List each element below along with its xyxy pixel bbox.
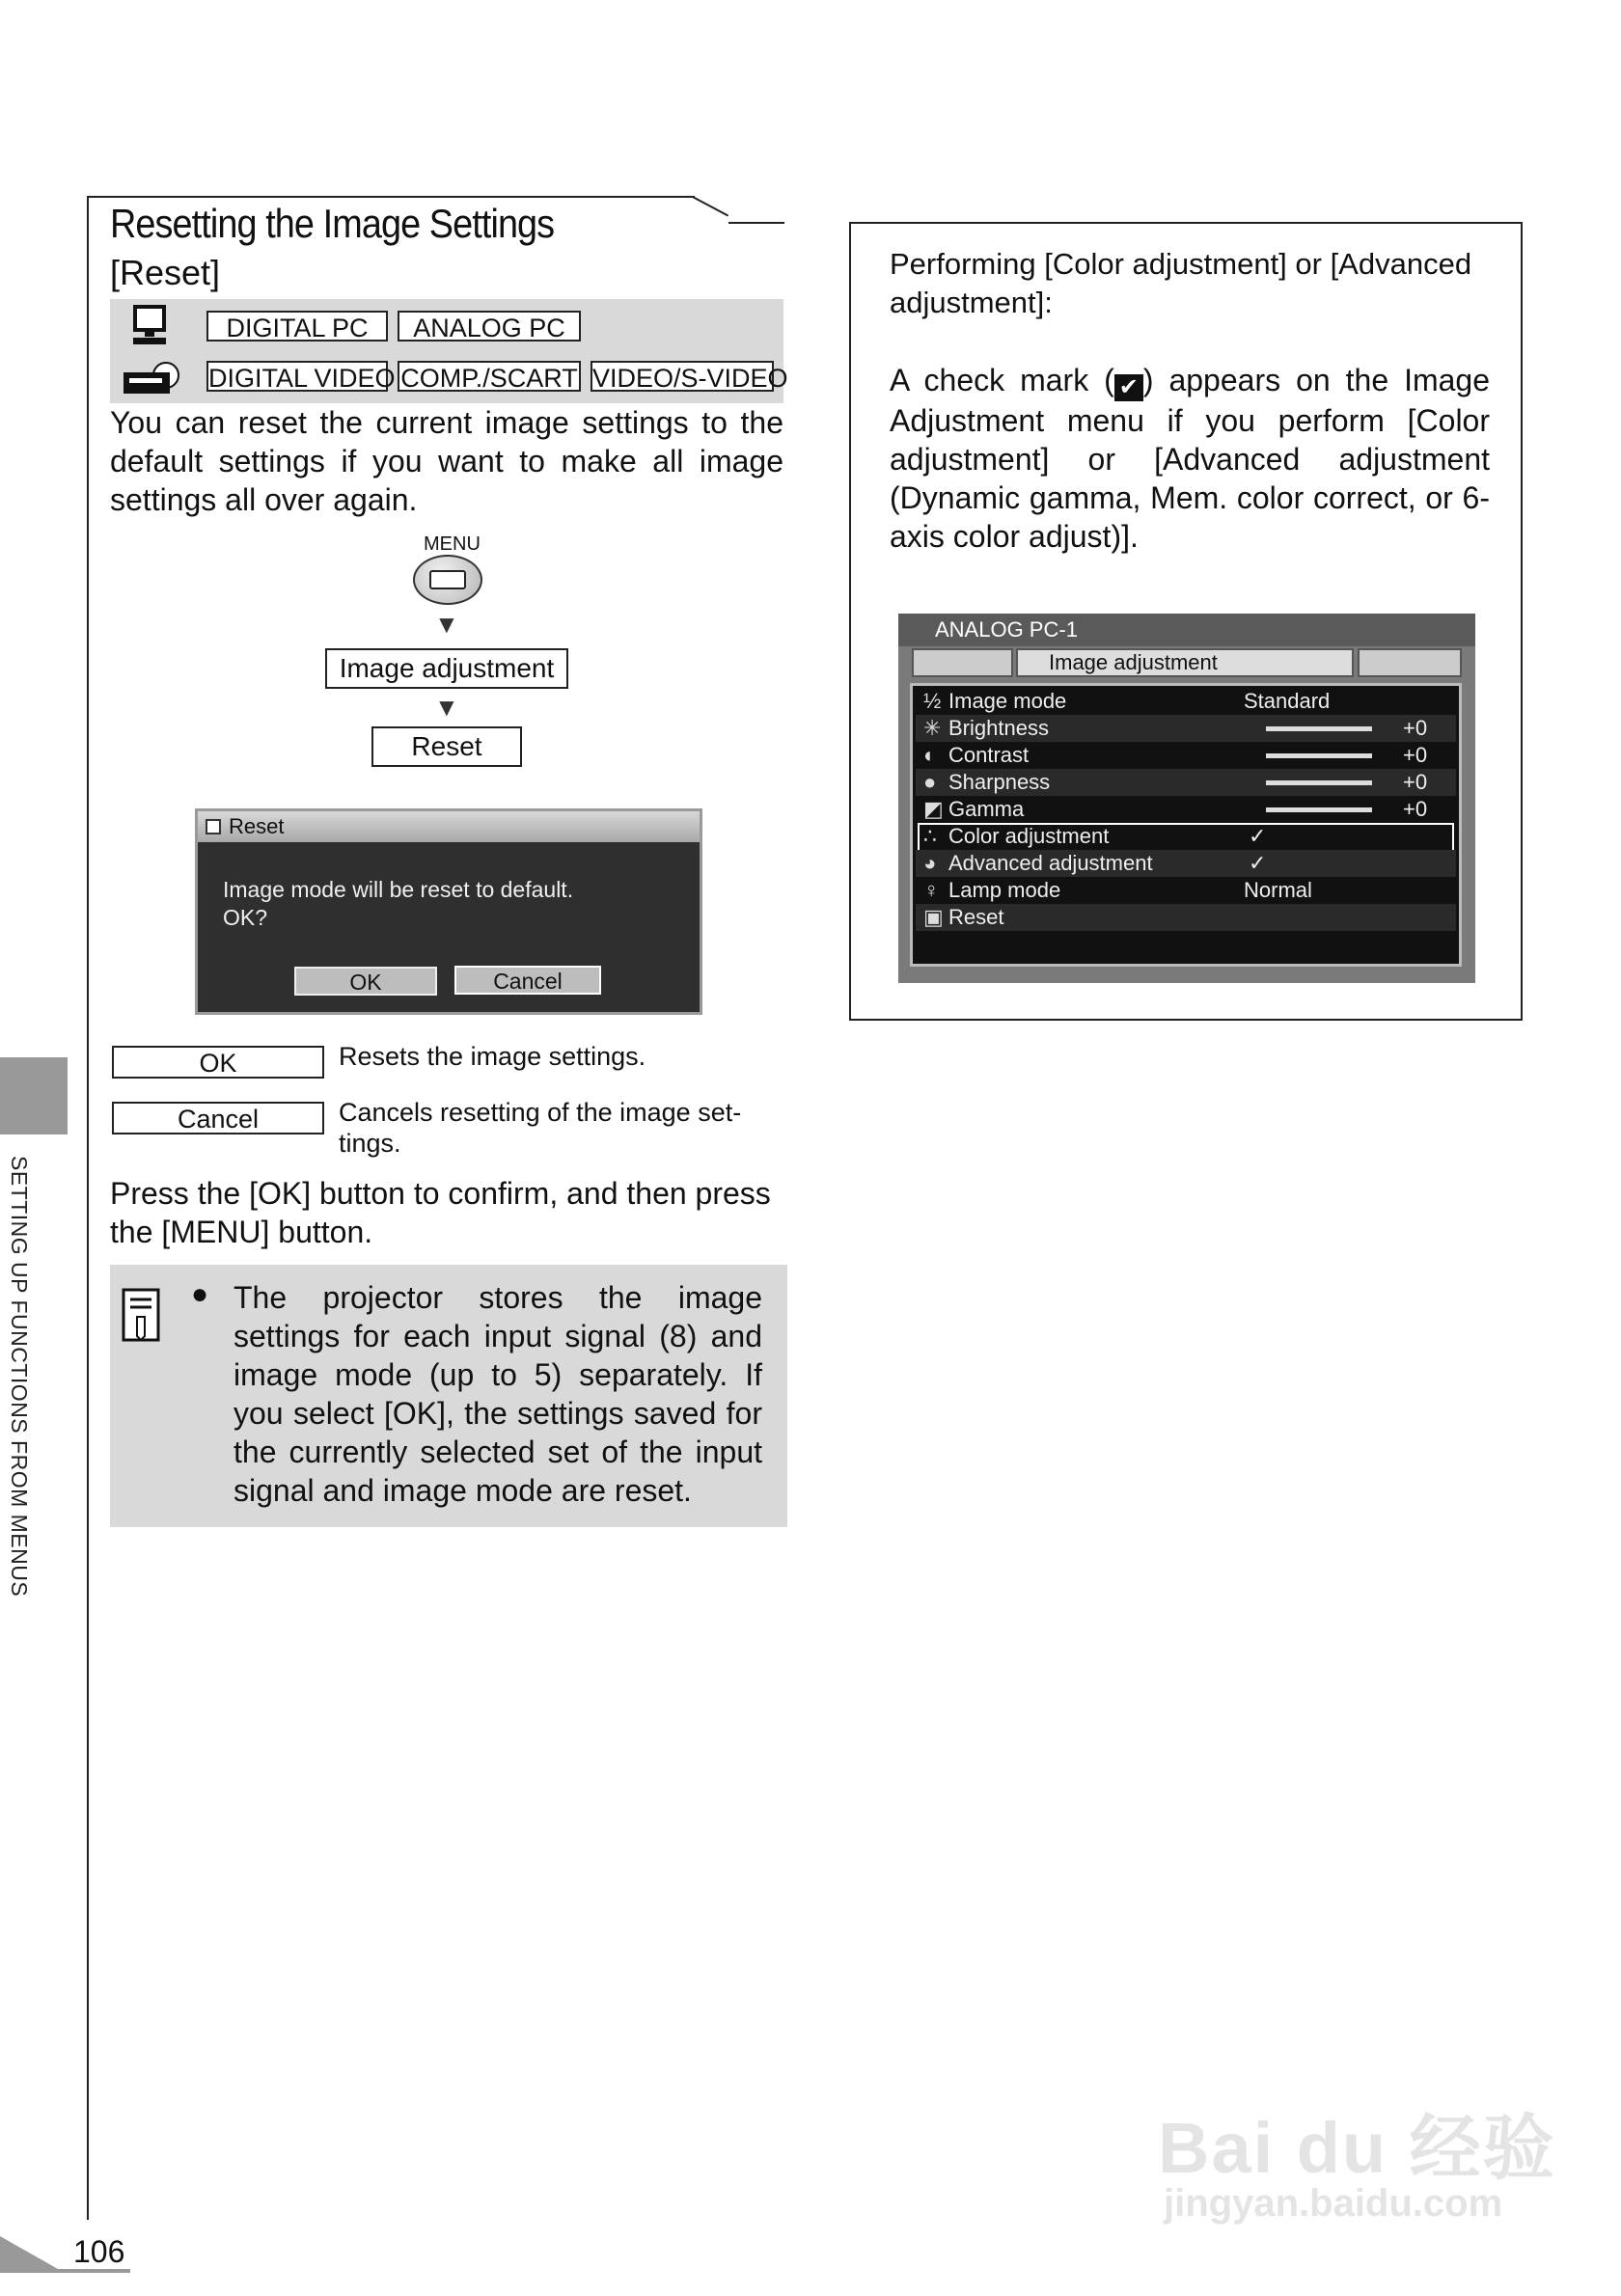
side-tab-marker xyxy=(0,1057,68,1134)
dialog-title: Reset xyxy=(229,814,285,838)
brightness-icon: ✳ xyxy=(923,716,942,740)
footer-tab xyxy=(0,2236,58,2269)
menu-row-advanced-adjustment: ◕ Advanced adjustment ✓ xyxy=(916,850,1456,877)
section-header-notch xyxy=(692,196,728,216)
menu-row-color-adjustment: ∴ Color adjustment ✓ xyxy=(923,824,1267,848)
menu-row-image-mode: ½ Image mode Standard xyxy=(923,689,1331,713)
menu-tab-inactive xyxy=(912,648,1013,677)
memo-icon xyxy=(122,1288,160,1344)
lamp-icon: ♀ xyxy=(923,878,940,902)
section-header-rule xyxy=(87,196,695,198)
left-margin-rule xyxy=(87,196,89,2220)
watermark-logo: Bai du 经验 xyxy=(1158,2108,1556,2188)
dialog-titlebar xyxy=(198,811,700,842)
video-deck-icon xyxy=(122,359,181,399)
image-mode-icon: ½ xyxy=(923,689,942,713)
contrast-slider xyxy=(1266,753,1372,758)
menu-tab-label: Image adjustment xyxy=(1049,650,1218,674)
flow-step-reset: Reset xyxy=(371,726,522,767)
legend-ok-desc: Resets the image settings. xyxy=(339,1042,646,1071)
signal-tag-comp-scart: COMP./SCART xyxy=(398,361,581,392)
confirm-paragraph: Press the [OK] button to confirm, and then press the [MENU] button. xyxy=(110,1176,771,1249)
signal-tag-digital-pc: DIGITAL PC xyxy=(206,311,388,342)
advanced-adjustment-icon: ◕ xyxy=(923,851,937,875)
watermark-url: jingyan.baidu.com xyxy=(1164,2182,1503,2225)
brightness-slider xyxy=(1266,726,1372,731)
gamma-slider xyxy=(1266,807,1372,812)
reset-icon: ▣ xyxy=(923,905,944,929)
sharpness-slider xyxy=(1266,780,1372,785)
menu-row-sharpness: ● Sharpness +0 xyxy=(916,769,1456,796)
dialog-cancel-button[interactable]: Cancel xyxy=(454,966,601,995)
note-box xyxy=(110,1265,787,1527)
flow-arrow-down-icon: ▼ xyxy=(434,610,459,639)
section-header-rule-right xyxy=(728,222,784,224)
menu-list xyxy=(910,683,1462,967)
reset-icon xyxy=(206,819,221,834)
info-body-end: ) appears on the Image Adjustment menu if you perform [Color adjustment] or [Advanced adjustment (Dynamic gamma, Mem. color correct, or 6-axis color adjust)]. xyxy=(890,363,1491,554)
legend-cancel-desc-1: Cancels resetting of the image set- xyxy=(339,1098,742,1127)
menu-row-lamp-mode: ♀ Lamp mode Normal xyxy=(923,878,1312,902)
signal-panel xyxy=(110,299,788,403)
legend-cancel-desc-2: tings. xyxy=(339,1129,401,1158)
info-body xyxy=(890,361,1490,556)
menu-source-label: ANALOG PC-1 xyxy=(935,617,1078,642)
section-title: Resetting the Image Settings xyxy=(110,201,555,246)
sharpness-icon: ● xyxy=(923,770,937,794)
menu-label: MENU xyxy=(424,533,481,555)
info-heading: Performing [Color adjustment] or [Advanced adjustment]: xyxy=(890,247,1472,319)
note-text: The projector stores the image settings for each input signal (8) and image mode (up to 5) separately. If you select [OK], the settings saved for the currently selected set of the input signal and image mode are reset. xyxy=(234,1280,762,1508)
image-adjustment-menu-screenshot xyxy=(898,614,1475,983)
menu-row-gamma: ◩ Gamma +0 xyxy=(923,797,1428,821)
page-number: 106 xyxy=(73,2234,125,2269)
menu-row-contrast: ◐ Contrast +0 xyxy=(923,743,1428,767)
dialog-ok-button[interactable]: OK xyxy=(294,967,437,996)
menu-source-bar xyxy=(898,614,1475,646)
menu-tab-image-adjustment xyxy=(1016,648,1354,677)
signal-tag-video-s-video: VIDEO/S-VIDEO xyxy=(591,361,774,392)
section-subtitle: [Reset] xyxy=(110,253,221,292)
menu-button-icon xyxy=(413,555,482,605)
contrast-icon: ◐ xyxy=(923,743,937,767)
legend-cancel-key: Cancel xyxy=(112,1102,324,1134)
info-body-start: A check mark ( xyxy=(890,363,1114,397)
intro-paragraph: You can reset the current image settings to the default settings if you want to make all image settings all over again. xyxy=(110,405,783,517)
legend-ok-key: OK xyxy=(112,1046,324,1079)
dialog-message-1: Image mode will be reset to default. xyxy=(223,877,574,902)
color-adjustment-icon: ∴ xyxy=(923,824,937,848)
menu-row-reset: ▣ Reset xyxy=(916,904,1456,931)
reset-dialog-screenshot xyxy=(195,808,702,1015)
signal-tag-digital-video: DIGITAL VIDEO xyxy=(206,361,388,392)
gamma-icon: ◩ xyxy=(923,797,944,821)
signal-tag-analog-pc: ANALOG PC xyxy=(398,311,581,342)
dialog-message-2: OK? xyxy=(223,905,268,930)
monitor-icon xyxy=(131,305,170,347)
bullet-icon: ● xyxy=(191,1278,209,1310)
flow-arrow-down-icon: ▼ xyxy=(434,693,459,722)
menu-tab-settings xyxy=(1358,648,1462,677)
checkmark-icon: ✔ xyxy=(1114,374,1143,401)
flow-step-image-adjustment: Image adjustment xyxy=(325,648,568,689)
menu-row-brightness: ✳ Brightness +0 xyxy=(916,715,1456,742)
